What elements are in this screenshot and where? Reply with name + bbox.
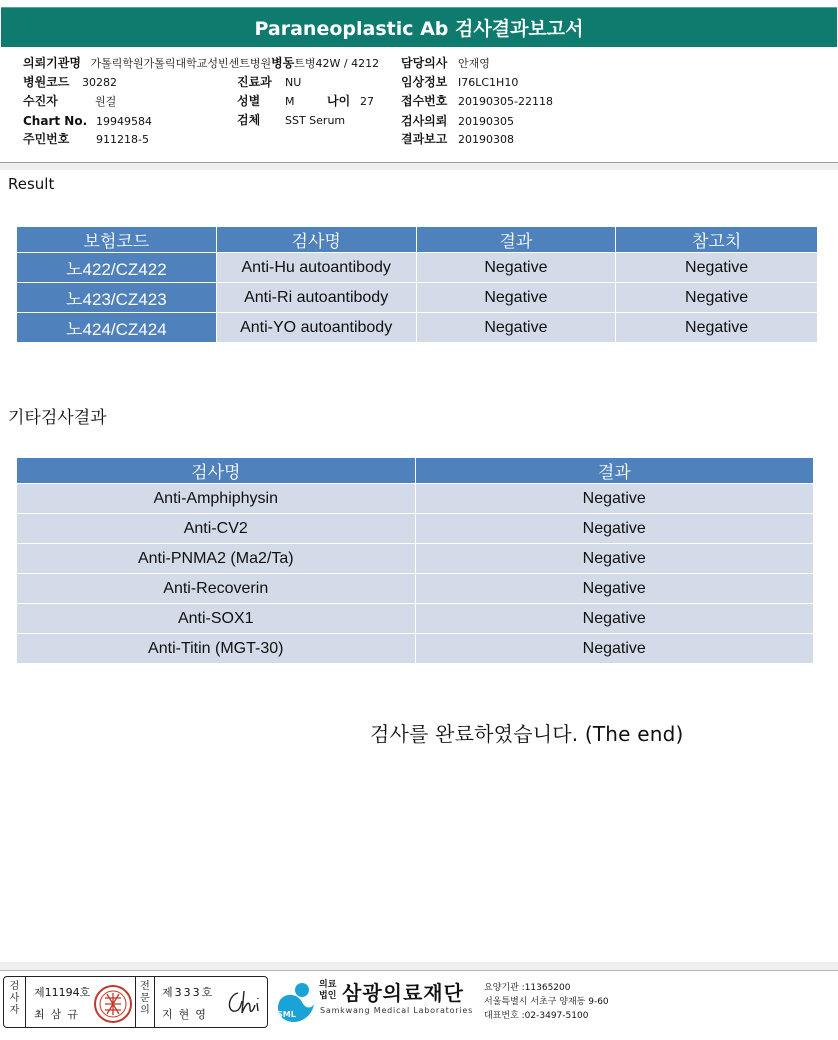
reference-cell: Negative xyxy=(616,253,818,283)
reference-cell: Negative xyxy=(616,313,818,343)
patient-value: 원걸 xyxy=(95,95,117,108)
hospital-code-row xyxy=(23,75,117,89)
test-name-cell: Anti-Ri autoantibody xyxy=(216,283,416,313)
result-cell: Negative xyxy=(415,514,813,544)
signature-box xyxy=(3,976,268,1028)
dept-value: NU xyxy=(285,76,302,89)
chart-row xyxy=(23,114,152,128)
rrn-value: 911218-5 xyxy=(96,133,149,146)
specialist-name: 지현영 xyxy=(162,1008,212,1021)
sml-logo-icon xyxy=(272,978,318,1026)
clinical-label: 임상정보 xyxy=(401,75,448,89)
request-value: 20190305 xyxy=(458,115,514,128)
specialist-label xyxy=(135,977,155,1027)
organization-block xyxy=(272,975,632,1030)
tester-label xyxy=(4,977,26,1027)
org-name: 삼광의료재단 xyxy=(342,981,464,1005)
table-row xyxy=(17,634,814,664)
clinical-row xyxy=(401,75,519,89)
header-insurance-code: 보험코드 xyxy=(17,227,217,253)
footer-band xyxy=(0,962,838,970)
report-date-value: 20190308 xyxy=(458,133,514,146)
table-row xyxy=(17,313,818,343)
specimen-value: SST Serum xyxy=(285,114,346,127)
table-row xyxy=(17,253,818,283)
institution-row xyxy=(23,57,379,70)
header-test-name: 검사명 xyxy=(17,458,416,484)
header-reference: 참고치 xyxy=(616,227,818,253)
chart-value: 19949584 xyxy=(96,115,152,128)
report-date-row xyxy=(401,132,514,146)
result-cell: Negative xyxy=(415,484,813,514)
reference-cell: Negative xyxy=(616,283,818,313)
table-row xyxy=(17,574,814,604)
request-row xyxy=(401,114,514,128)
test-name-cell: Anti-Titin (MGT-30) xyxy=(17,634,416,664)
test-name-cell: Anti-Hu autoantibody xyxy=(216,253,416,283)
receipt-row xyxy=(401,94,553,108)
sml-logo-text: SML xyxy=(277,1010,296,1019)
insurance-code-cell: 노422/CZ422 xyxy=(17,253,217,283)
report-title: Paraneoplastic Ab 검사결과보고서 xyxy=(1,7,837,47)
table-row xyxy=(17,283,818,313)
sex-label: 성별 xyxy=(237,94,261,108)
end-message: 검사를 완료하였습니다. (The end) xyxy=(370,722,684,746)
doctor-value: 안재영 xyxy=(458,57,490,70)
test-name-cell: Anti-YO autoantibody xyxy=(216,313,416,343)
specialist-label-text: 전문의 xyxy=(140,981,150,1016)
test-name-cell: Anti-Amphiphysin xyxy=(17,484,416,514)
doctor-label: 담당의사 xyxy=(401,56,448,70)
report-date-label: 결과보고 xyxy=(401,132,448,146)
rrn-row xyxy=(23,132,149,146)
specimen-label: 검체 xyxy=(237,113,261,127)
org-code: 요양기관 :11365200 xyxy=(484,983,571,993)
test-name-cell: Anti-SOX1 xyxy=(17,604,416,634)
ward-label: 병동 xyxy=(271,56,295,70)
result-table xyxy=(16,226,818,343)
header-band xyxy=(0,163,838,170)
patient-row xyxy=(23,94,117,108)
ward-value: 트병42W / 4212 xyxy=(294,57,380,70)
test-name-cell: Anti-Recoverin xyxy=(17,574,416,604)
tester-number: 제11194호 xyxy=(34,986,91,999)
patient-label: 수진자 xyxy=(23,94,58,108)
table-row xyxy=(17,604,814,634)
test-name-cell: Anti-CV2 xyxy=(17,514,416,544)
dept-label: 진료과 xyxy=(237,75,272,89)
header-test-name: 검사명 xyxy=(216,227,416,253)
specimen-row xyxy=(237,113,346,127)
result-cell: Negative xyxy=(415,634,813,664)
chart-label: Chart No. xyxy=(23,114,88,128)
result-cell: Negative xyxy=(415,604,813,634)
institution-value: 가톨릭학원가톨릭대학교성빈센트병원 xyxy=(90,57,272,70)
result-cell: Negative xyxy=(416,283,616,313)
footer-divider xyxy=(0,970,838,971)
org-address: 서울특별시 서초구 양재동 9-60 xyxy=(484,997,609,1007)
request-label: 검사의뢰 xyxy=(401,114,448,128)
tester-label-text: 검사자 xyxy=(9,981,20,1016)
org-phone: 대표번호 :02-3497-5100 xyxy=(484,1011,589,1021)
org-english-name: Samkwang Medical Laboratories xyxy=(320,1006,474,1015)
tester-name: 최삼규 xyxy=(34,1008,84,1021)
result-cell: Negative xyxy=(416,313,616,343)
specialist-number: 제333호 xyxy=(162,986,215,999)
rrn-label: 주민번호 xyxy=(23,132,70,146)
sex-value: M xyxy=(285,95,295,108)
header-result: 결과 xyxy=(416,227,616,253)
receipt-label: 접수번호 xyxy=(401,94,448,108)
specialist-signature-icon xyxy=(224,987,264,1019)
org-prefix: 의료법인 xyxy=(319,980,337,1001)
other-header-row xyxy=(17,458,814,484)
table-row xyxy=(17,484,814,514)
clinical-value: I76LC1H10 xyxy=(458,76,519,89)
other-section-label: 기타검사결과 xyxy=(8,408,107,428)
result-header-row xyxy=(17,227,818,253)
dept-row xyxy=(237,75,302,89)
hospital-code-label: 병원코드 xyxy=(23,75,70,89)
table-row xyxy=(17,544,814,574)
result-cell: Negative xyxy=(416,253,616,283)
receipt-value: 20190305-22118 xyxy=(458,95,553,108)
hospital-code-value: 30282 xyxy=(82,76,117,89)
age-label: 나이 xyxy=(327,94,351,108)
result-section-label: Result xyxy=(8,175,55,193)
result-cell: Negative xyxy=(415,574,813,604)
sex-row xyxy=(237,94,374,108)
doctor-row xyxy=(401,56,490,70)
test-name-cell: Anti-PNMA2 (Ma2/Ta) xyxy=(17,544,416,574)
insurance-code-cell: 노424/CZ424 xyxy=(17,313,217,343)
table-row xyxy=(17,514,814,544)
other-results-table xyxy=(16,457,814,664)
institution-label: 의뢰기관명 xyxy=(23,56,81,70)
header-result: 결과 xyxy=(415,458,813,484)
tester-seal-icon xyxy=(93,984,133,1024)
insurance-code-cell: 노423/CZ423 xyxy=(17,283,217,313)
result-cell: Negative xyxy=(415,544,813,574)
age-value: 27 xyxy=(360,95,374,108)
